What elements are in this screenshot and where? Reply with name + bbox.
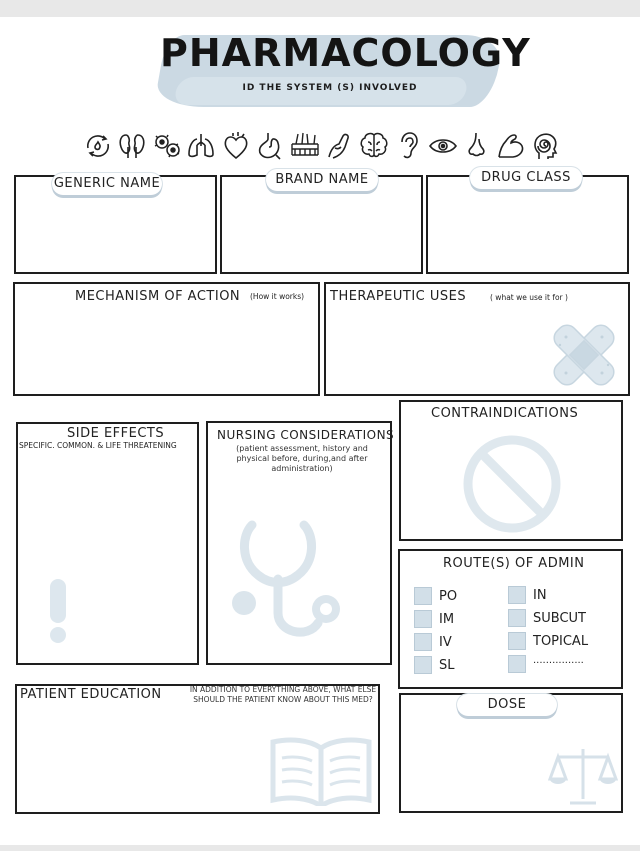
route-checkbox-topical[interactable] <box>508 632 526 650</box>
side-effects-label: SIDE EFFECTS <box>67 426 165 441</box>
nursing-note: (patient assessment, history and physical before, during,and after administration) <box>236 444 368 473</box>
route-checkbox-in[interactable] <box>508 586 526 604</box>
patient-education-label: PATIENT EDUCATION <box>20 687 162 702</box>
brand-name-label: BRAND NAME <box>266 169 378 191</box>
page-subtitle: ID THE SYSTEM (S) INVOLVED <box>242 83 418 93</box>
page-title: PHARMACOLOGY <box>160 31 531 75</box>
bandage-icon <box>546 317 622 393</box>
dose-label: DOSE <box>457 694 557 716</box>
eye-icon <box>427 130 459 162</box>
route-label-other: ................ <box>533 655 584 666</box>
route-label-iv: IV <box>439 635 452 650</box>
mechanism-note: (How it works) <box>250 292 305 301</box>
nose-icon <box>461 130 493 162</box>
exclamation-icon <box>44 577 72 645</box>
route-label-subcut: SUBCUT <box>533 611 586 626</box>
drug-class-box[interactable] <box>426 175 629 274</box>
route-checkbox-subcut[interactable] <box>508 609 526 627</box>
brain-icon <box>358 130 390 162</box>
nursing-label: NURSING CONSIDERATIONS <box>217 428 395 442</box>
arm-muscle-icon <box>323 130 355 162</box>
route-checkbox-im[interactable] <box>414 610 432 628</box>
route-label-po: PO <box>439 589 458 604</box>
drug-class-label: DRUG CLASS <box>470 167 582 189</box>
heart-icon <box>220 130 252 162</box>
side-effects-note: SPECIFIC. COMMON. & LIFE THREATENING <box>19 441 177 450</box>
cells-icon <box>151 130 183 162</box>
worksheet-page <box>0 17 640 845</box>
skin-layers-icon <box>289 130 321 162</box>
patient-education-note: IN ADDITION TO EVERYTHING ABOVE, WHAT ELSE SHOULD THE PATIENT KNOW ABOUT THIS MED? <box>189 685 377 704</box>
stethoscope-icon <box>222 517 352 655</box>
kidneys-icon <box>116 130 148 162</box>
lungs-icon <box>185 130 217 162</box>
route-label: ROUTE(S) OF ADMIN <box>443 556 585 571</box>
mechanism-label: MECHANISM OF ACTION <box>75 289 241 304</box>
therapeutic-label: THERAPEUTIC USES <box>330 289 467 304</box>
open-book-icon <box>266 734 376 806</box>
prohibited-icon <box>460 432 564 536</box>
immune-cycle-icon <box>82 130 114 162</box>
route-checkbox-iv[interactable] <box>414 633 432 651</box>
route-checkbox-sl[interactable] <box>414 656 432 674</box>
route-label-im: IM <box>439 612 455 627</box>
route-label-sl: SL <box>439 658 455 673</box>
scale-icon <box>548 745 618 807</box>
head-spiral-icon <box>530 130 562 162</box>
route-label-topical: TOPICAL <box>533 634 589 649</box>
stomach-icon <box>254 130 286 162</box>
therapeutic-note: ( what we use it for ) <box>490 293 568 302</box>
system-icons-row <box>82 127 562 165</box>
route-checkbox-po[interactable] <box>414 587 432 605</box>
contraindications-label: CONTRAINDICATIONS <box>431 406 579 421</box>
route-label-in: IN <box>533 588 547 603</box>
flexed-arm-icon <box>495 130 527 162</box>
route-checkbox-other[interactable] <box>508 655 526 673</box>
ear-icon <box>392 130 424 162</box>
generic-name-label: GENERIC NAME <box>52 173 162 195</box>
